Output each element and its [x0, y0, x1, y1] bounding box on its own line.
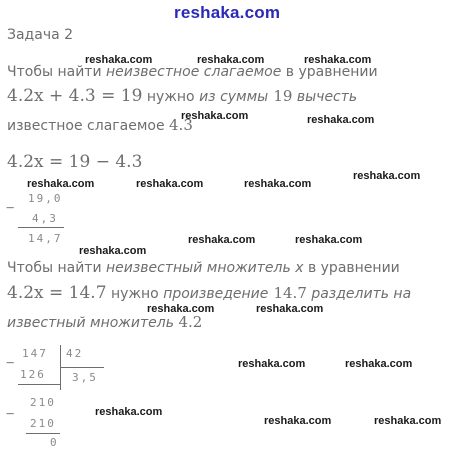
number: 4.3 — [169, 116, 193, 134]
watermark: reshaka.com — [79, 245, 147, 257]
division-line-2 — [26, 433, 60, 434]
watermark: reshaka.com — [181, 110, 249, 122]
division-remainder-2: 0 — [50, 436, 59, 449]
para2-term: неизвестный множитель — [106, 260, 291, 276]
division-quotient: 3,5 — [72, 371, 98, 384]
watermark: reshaka.com — [136, 178, 204, 190]
watermark: reshaka.com — [197, 54, 265, 66]
para1-term: неизвестное слагаемое — [106, 64, 282, 80]
para1-text: в уравнении — [281, 64, 378, 80]
division-subtrahend-2: 210 — [30, 417, 56, 430]
watermark: reshaka.com — [85, 54, 153, 66]
watermark: reshaka.com — [147, 303, 215, 315]
division-divisor: 42 — [66, 347, 84, 360]
number: 19 — [273, 87, 293, 105]
para2-term: разделить на — [306, 286, 412, 302]
para1-term: вычесть — [292, 89, 358, 105]
division-dividend: 147 — [22, 347, 48, 360]
division-remainder-1: 210 — [30, 396, 56, 409]
watermark: reshaka.com — [345, 358, 413, 370]
minus-sign: − — [6, 200, 17, 216]
division-quotient-line — [60, 367, 104, 368]
para2-text: нужно — [106, 286, 164, 302]
para2-term: известный множитель — [7, 315, 179, 331]
watermark: reshaka.com — [256, 303, 324, 315]
para1-term: из суммы — [199, 89, 269, 105]
number: 4.2 — [178, 313, 203, 331]
division-subtrahend-1: 126 — [20, 368, 46, 381]
watermark: reshaka.com — [264, 415, 332, 427]
watermark: reshaka.com — [307, 114, 375, 126]
para2-line1 — [7, 260, 400, 276]
para2-term: произведение — [163, 286, 269, 302]
minus-sign: − — [6, 406, 17, 422]
watermark: reshaka.com — [188, 234, 256, 246]
watermark: reshaka.com — [27, 178, 95, 190]
minus-sign: − — [6, 355, 17, 371]
para2-text: Чтобы найти — [7, 260, 106, 276]
watermark: reshaka.com — [304, 54, 372, 66]
para1-line3 — [7, 115, 193, 134]
watermark: reshaka.com — [238, 358, 306, 370]
number: 14.7 — [273, 284, 307, 302]
para1-text: Чтобы найти — [7, 64, 106, 80]
equation-2: 4.2x = 19 − 4.3 — [7, 152, 143, 172]
para2-line2 — [7, 283, 411, 303]
subtraction-row1: 19,0 — [28, 192, 63, 205]
variable: x — [290, 260, 304, 276]
para1-line1 — [7, 64, 378, 80]
subtraction-line — [18, 227, 64, 228]
para1-line2 — [7, 86, 357, 106]
watermark: reshaka.com — [295, 234, 363, 246]
watermark: reshaka.com — [244, 178, 312, 190]
para1-text: нужно — [142, 89, 200, 105]
equation-1: 4.2x + 4.3 = 19 — [7, 86, 143, 106]
subtraction-row2: 4,3 — [32, 212, 58, 225]
watermark: reshaka.com — [374, 415, 442, 427]
para1-text: известное слагаемое — [7, 118, 170, 134]
subtraction-result: 14,7 — [28, 232, 63, 245]
watermark: reshaka.com — [353, 170, 421, 182]
site-title[interactable]: reshaka.com — [174, 3, 281, 22]
watermark: reshaka.com — [95, 406, 163, 418]
para2-line3 — [7, 312, 202, 331]
para2-text: в уравнении — [303, 260, 400, 276]
equation-3: 4.2x = 14.7 — [7, 283, 107, 303]
task-title: Задача 2 — [7, 27, 74, 43]
division-line-1 — [18, 384, 60, 385]
